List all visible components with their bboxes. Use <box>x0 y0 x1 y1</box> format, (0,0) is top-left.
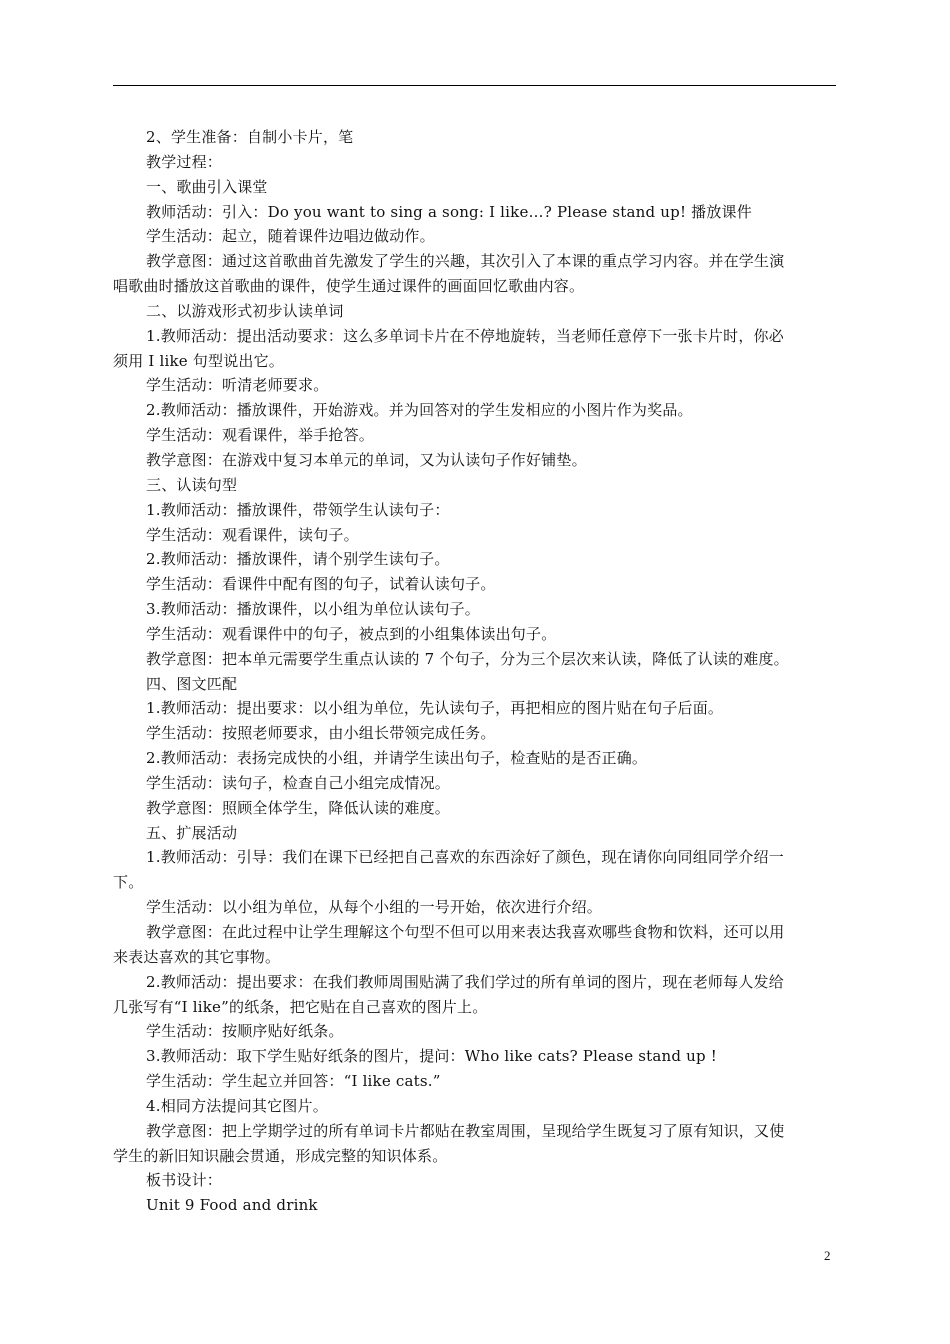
text-line: 学生活动：按照老师要求，由小组长带领完成任务。 <box>146 724 496 743</box>
text-line: 四、图文匹配 <box>146 674 238 693</box>
text-line: 一、歌曲引入课堂 <box>146 177 268 196</box>
text-line: 下。 <box>113 873 144 892</box>
text-line: 1.教师活动：提出活动要求：这么多单词卡片在不停地旋转，当老师任意停下一张卡片时，你必 <box>146 326 784 345</box>
text-line: 来表达喜欢的其它事物。 <box>113 947 281 966</box>
text-line: 学生活动：起立，随着课件边唱边做动作。 <box>146 227 435 246</box>
text-line: 3.教师活动：播放课件，以小组为单位认读句子。 <box>146 600 480 619</box>
text-line: 1.教师活动：引导：我们在课下已经把自己喜欢的东西涂好了颜色，现在请你向同组同学介绍一 <box>146 848 784 867</box>
text-line: 4.相同方法提问其它图片。 <box>146 1096 328 1115</box>
text-line: 2.教师活动：提出要求：在我们教师周围贴满了我们学过的所有单词的图片，现在老师每人发给 <box>146 972 784 991</box>
text-line: 学生活动：按顺序贴好纸条。 <box>146 1022 344 1041</box>
text-line: 五、扩展活动 <box>146 823 238 842</box>
text-line: 学生的新旧知识融会贯通，形成完整的知识体系。 <box>113 1146 448 1165</box>
text-line: 教学意图：在此过程中让学生理解这个句型不但可以用来表达我喜欢哪些食物和饮料，还可以用 <box>146 923 785 941</box>
text-line: 教学过程： <box>146 152 223 171</box>
text-line: 3.教师活动：取下学生贴好纸条的图片，提问：Who like cats? Please stand up ! <box>146 1047 718 1066</box>
document-body <box>113 125 837 1218</box>
page-number: 2 <box>824 1248 831 1263</box>
text-line: 唱歌曲时播放这首歌曲的课件，使学生通过课件的画面回忆歌曲内容。 <box>113 277 585 296</box>
text-line: 教学意图：照顾全体学生，降低认读的难度。 <box>146 798 451 817</box>
text-line: 三、认读句型 <box>146 475 238 494</box>
text-line: 教学意图：把上学期学过的所有单词卡片都贴在教室周围，呈现给学生既复习了原有知识，又使 <box>146 1121 785 1140</box>
text-line: 学生活动：看课件中配有图的句子，试着认读句子。 <box>146 575 496 594</box>
text-line: 学生活动：观看课件中的句子，被点到的小组集体读出句子。 <box>146 624 557 643</box>
text-line: 学生活动：观看课件，读句子。 <box>146 525 359 544</box>
text-line: 2.教师活动：表扬完成快的小组，并请学生读出句子，检查贴的是否正确。 <box>146 749 648 768</box>
text-line: 教师活动：引入：Do you want to sing a song: I like…? Please stand up! 播放课件 <box>146 202 752 221</box>
text-line: 教学意图：通过这首歌曲首先激发了学生的兴趣，其次引入了本课的重点学习内容。并在学生演 <box>146 252 785 271</box>
text-line: 教学意图：把本单元需要学生重点认读的 7 个句子，分为三个层次来认读，降低了认读的难度。 <box>146 649 789 668</box>
text-line: 须用 I like 句型说出它。 <box>113 351 284 370</box>
text-line: 教学意图：在游戏中复习本单元的单词，又为认读句子作好铺垫。 <box>146 450 587 469</box>
text-line: 1.教师活动：提出要求：以小组为单位，先认读句子，再把相应的图片贴在句子后面。 <box>146 699 724 718</box>
text-line: 几张写有“I like”的纸条，把它贴在自己喜欢的图片上。 <box>113 997 488 1016</box>
header-rule <box>113 85 836 86</box>
text-line: 学生活动：学生起立并回答：“I like cats.” <box>146 1072 441 1091</box>
text-line: 二、以游戏形式初步认读单词 <box>146 301 344 320</box>
text-line: 2.教师活动：播放课件，开始游戏。并为回答对的学生发相应的小图片作为奖品。 <box>146 401 693 420</box>
text-line: 2.教师活动：播放课件，请个别学生读句子。 <box>146 550 450 569</box>
text-line: 2、学生准备：自制小卡片，笔 <box>146 128 354 146</box>
text-line: 板书设计： <box>146 1171 223 1190</box>
text-line: 学生活动：观看课件，举手抢答。 <box>146 426 375 445</box>
text-line: 学生活动：读句子，检查自己小组完成情况。 <box>146 773 451 792</box>
text-line: Unit 9 Food and drink <box>146 1196 318 1215</box>
text-line: 1.教师活动：播放课件，带领学生认读句子： <box>146 500 450 519</box>
text-line: 学生活动：以小组为单位，从每个小组的一号开始，依次进行介绍。 <box>146 898 603 917</box>
text-line: 学生活动：听清老师要求。 <box>146 376 329 395</box>
